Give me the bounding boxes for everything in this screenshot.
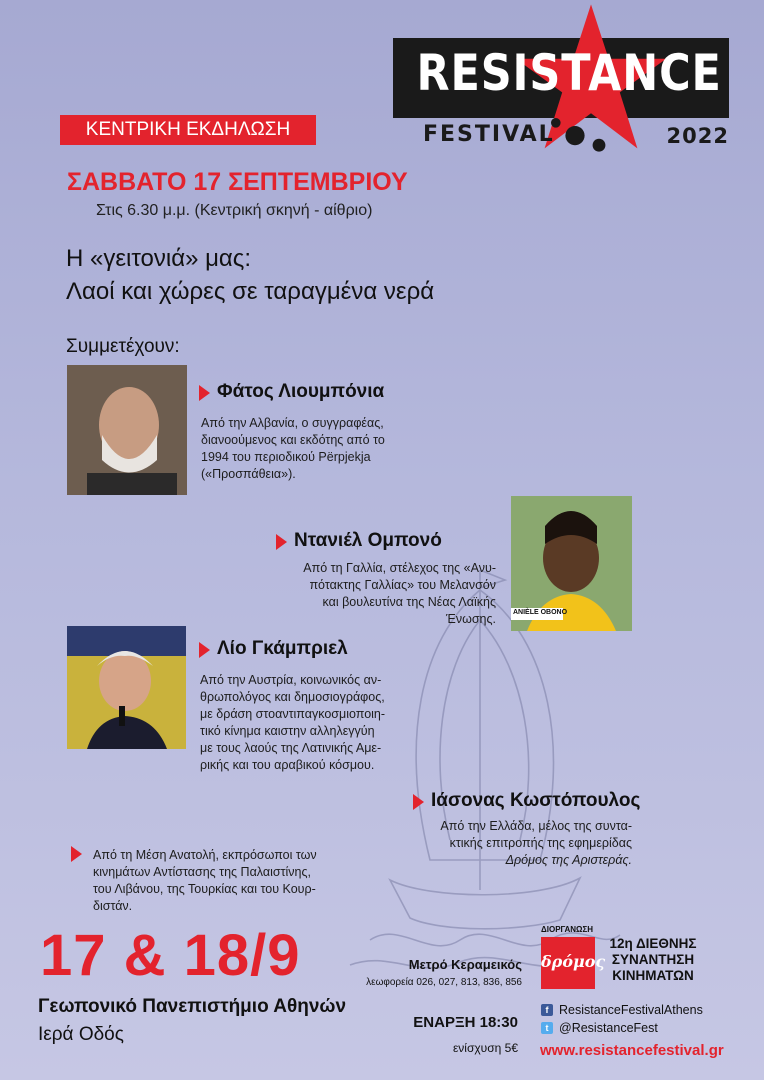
venue-name: Γεωπονικό Πανεπιστήμιο Αθηνών — [38, 996, 347, 1017]
speaker-4-desc: Από την Ελλάδα, μέλος της συντα- κτικής επιτροπής της εφημερίδας Δρόμος της Αριστεράς. — [440, 819, 632, 867]
facebook-icon: f — [541, 1004, 553, 1016]
logo-title: RESISTANCE — [416, 44, 722, 102]
speaker-2 — [276, 530, 442, 552]
metro-info: Μετρό Κεραμεικός — [408, 957, 522, 972]
website-link[interactable]: www.resistancefestival.gr — [540, 1042, 724, 1059]
speaker-4 — [413, 790, 640, 812]
logo-year: 2022 — [666, 124, 729, 148]
organizer-label: ΔΙΟΡΓΑΝΩΣΗ — [541, 925, 594, 934]
speaker-1-desc: Από την Αλβανία, ο συγγραφέας, διανοούμενος και εκδότης από το 1994 του περιοδικού Përpjekja («Προσπάθεια»). — [201, 416, 385, 481]
middle-east-arrow — [71, 846, 82, 867]
twitter-icon: t — [541, 1022, 553, 1034]
festival-dates: 17 & 18/9 — [40, 923, 301, 988]
speaker-name: Φάτος Λιουμπόνια — [217, 381, 385, 402]
middle-east-desc: Από τη Μέση Ανατολή, εκπρόσωποι των κινημάτων Αντίστασης της Παλαιστίνης, του Λιβάνου, της Τουρκίας και του Κουρ- διστάν. — [93, 848, 317, 913]
speaker-2-desc: Από τη Γαλλία, στέλεχος της «Ανυ- πότακτης Γαλλίας» του Μελανσόν και βουλευτίνα της Νέας Λαϊκής Ένωσης. — [303, 561, 496, 626]
logo-subtitle: FESTIVAL — [423, 122, 555, 147]
arrow-icon — [71, 846, 82, 862]
arrow-icon — [199, 385, 210, 401]
event-time: Στις 6.30 μ.μ. (Κεντρική σκηνή - αίθριο) — [96, 202, 373, 219]
start-time: ΕΝΑΡΞΗ 18:30 — [413, 1014, 518, 1031]
main-event-badge: ΚΕΝΤΡΙΚΗ ΕΚΔΗΛΩΣΗ — [60, 115, 316, 145]
facebook-link[interactable]: f ResistanceFestivalAthens — [541, 1003, 703, 1017]
speaker-photo-2 — [511, 496, 632, 631]
arrow-icon — [413, 794, 424, 810]
speaker-name: Ιάσονας Κωστόπουλος — [431, 790, 641, 811]
festival-logo — [393, 38, 729, 168]
speaker-photo-3 — [67, 626, 186, 749]
dromos-logo: δρόμος — [541, 937, 595, 989]
arrow-icon — [199, 642, 210, 658]
photo-caption: ANIÈLE OBONO — [513, 609, 568, 616]
event-date: ΣΑΒΒΑΤΟ 17 ΣΕΠΤΕΜΒΡΙΟΥ — [67, 168, 408, 196]
twitter-link[interactable]: t @ResistanceFest — [541, 1021, 658, 1035]
speaker-name: Ντανιέλ Ομπονό — [294, 530, 442, 551]
speaker-3-desc: Από την Αυστρία, κοινωνικός αν- θρωπολόγος και δημοσιογράφος, με δράση στοαντιπαγκοσμιοποιη- τικό κίνημα καιστην αλληλεγγύη με τους λαούς της Λατινικής Αμε- ρικής και του αραβικού κόσμου. — [200, 673, 386, 772]
speaker-3 — [199, 638, 348, 660]
event-title — [66, 242, 434, 308]
speaker-name: Λίο Γκάμπριελ — [217, 638, 348, 659]
venue-street: Ιερά Οδός — [38, 1024, 124, 1045]
speaker-photo-1 — [67, 365, 187, 495]
organizer-name: 12η ΔΙΕΘΝΗΣ ΣΥΝΑΝΤΗΣΗ ΚΙΝΗΜΑΤΩΝ — [609, 936, 697, 983]
event-title-line1: Η «γειτονιά» μας: — [66, 245, 252, 272]
event-title-line2: Λαοί και χώρες σε ταραγμένα νερά — [66, 278, 435, 305]
bus-info: λεωφορεία 026, 027, 813, 836, 856 — [366, 977, 522, 988]
entry-fee: ενίσχυση 5€ — [452, 1041, 518, 1055]
arrow-icon — [276, 534, 287, 550]
participants-label: Συμμετέχουν: — [66, 336, 180, 357]
speaker-1 — [199, 381, 384, 403]
